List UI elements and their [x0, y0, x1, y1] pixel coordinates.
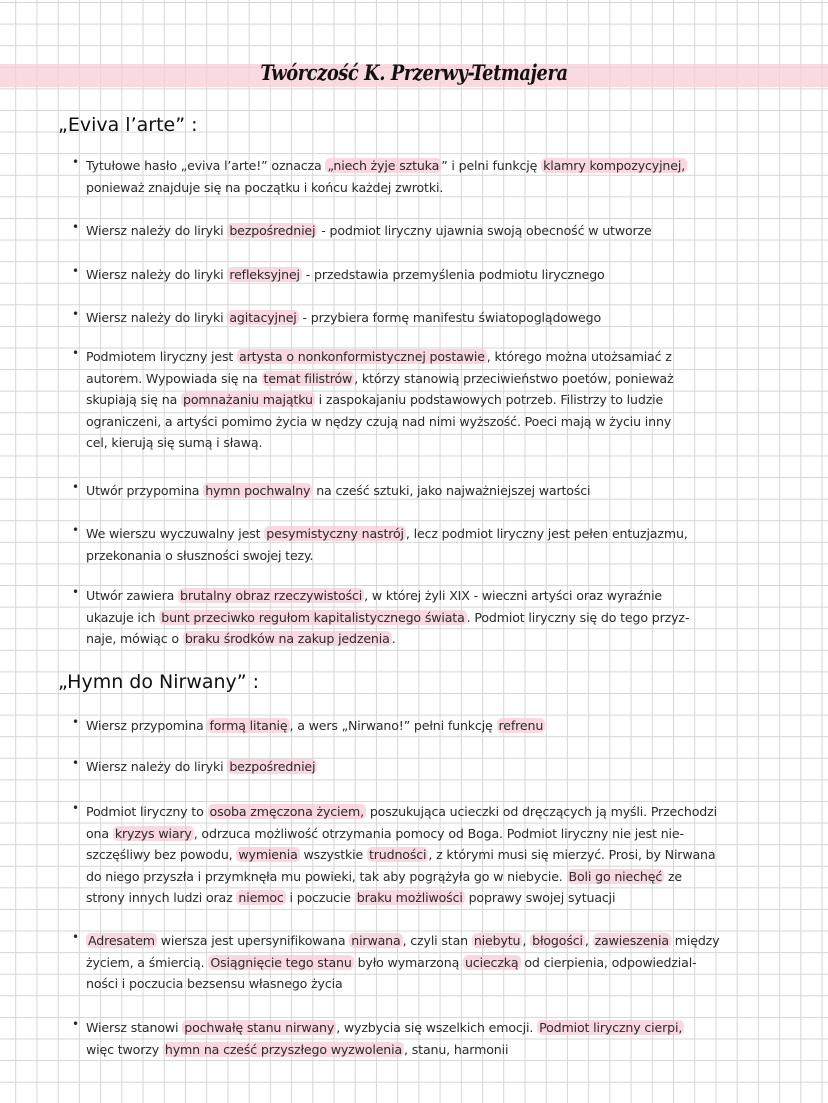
- text-segment: życiem, a śmiercią.: [86, 954, 209, 970]
- highlighted-text: trudności: [368, 847, 427, 863]
- text-segment: Wiersz należy do liryki: [86, 223, 228, 238]
- highlighted-text: pochwałę stanu nirwany: [184, 1020, 335, 1035]
- bullet-icon: •: [72, 801, 79, 815]
- highlighted-text: „niech żyje sztuka: [327, 158, 440, 173]
- bullet-icon: •: [72, 1017, 79, 1031]
- text-segment: ona: [86, 825, 113, 841]
- bullet-icon: •: [72, 585, 79, 599]
- bullet-item: [72, 264, 605, 286]
- text-segment: . Podmiot liryczny się do tego przyz-: [466, 609, 690, 625]
- text-segment: , w której żyli XIX - wieczni artyści oraz wyraźnie: [364, 588, 663, 603]
- text-segment: Wiersz należy do liryki: [86, 310, 228, 325]
- text-segment: Utwór zawiera: [86, 588, 179, 603]
- text-line: [86, 823, 717, 845]
- bullet-item: [72, 1017, 684, 1060]
- text-segment: i zaspokajaniu podstawowych potrzeb. Filistrzy to ludzie: [314, 392, 664, 408]
- bullet-icon: •: [72, 930, 79, 944]
- text-segment: , a wers „Nirwano!” pełni funkcję: [289, 718, 497, 733]
- highlighted-text: Podmiot liryczny cierpi,: [539, 1020, 683, 1035]
- text-segment: strony innych ludzi oraz: [86, 890, 237, 906]
- bullet-item: [72, 715, 545, 737]
- text-line: [86, 346, 673, 368]
- text-segment: , odrzuca możliwość otrzymania pomocy od Boga. Podmiot liryczny nie jest nie-: [193, 825, 684, 841]
- highlighted-text: refrenu: [498, 718, 544, 733]
- text-segment: , stanu, harmonii: [404, 1041, 509, 1057]
- text-segment: Wiersz należy do liryki: [86, 267, 228, 282]
- text-line: [86, 432, 673, 454]
- bullet-item: [72, 801, 717, 909]
- text-line: [86, 973, 719, 995]
- highlighted-text: braku środków na zakup jedzenia: [184, 631, 390, 647]
- text-line: [86, 480, 590, 502]
- text-segment: ności i poczucia bezsensu własnego życia: [86, 976, 343, 992]
- bullet-icon: •: [72, 220, 79, 234]
- text-line: [86, 930, 719, 952]
- bullet-icon: •: [72, 155, 79, 169]
- text-line: [86, 844, 717, 866]
- bullet-icon: •: [72, 307, 79, 321]
- bullet-item: [72, 930, 719, 995]
- bullet-item: [72, 346, 673, 454]
- highlighted-text: wymienia: [238, 847, 298, 863]
- highlighted-text: hymn pochwalny: [205, 483, 311, 498]
- text-segment: ze: [664, 868, 683, 884]
- text-segment: - przedstawia przemyślenia podmiotu lirycznego: [301, 267, 605, 282]
- highlighted-text: pesymistyczny nastrój: [266, 526, 404, 541]
- highlighted-text: Osiągnięcie tego stanu: [210, 954, 352, 970]
- text-segment: od cierpienia, odpowiedzial-: [520, 954, 697, 970]
- text-segment: Podmiotem liryczny jest: [86, 349, 238, 364]
- text-segment: przekonania o słuszności swojej tezy.: [86, 547, 314, 563]
- text-segment: więc tworzy: [86, 1041, 163, 1057]
- highlighted-text: zawieszenia: [594, 933, 669, 948]
- text-line: [86, 607, 689, 629]
- text-line: [86, 368, 673, 390]
- text-segment: między: [670, 933, 720, 948]
- text-line: [86, 411, 673, 433]
- highlighted-text: niemoc: [238, 890, 284, 906]
- text-line: [86, 389, 673, 411]
- highlighted-text: bezpośredniej: [229, 759, 316, 774]
- text-segment: do niego przyszła i przymknęła mu powieki, tak aby pogrążyła go w niebycie.: [86, 868, 567, 884]
- highlighted-text: pomnażaniu majątku: [183, 392, 313, 408]
- text-segment: ograniczeni, a artyści pomimo życia w nędzy czują nad nimi wyższość. Poeci mają w życiu inny: [86, 413, 672, 429]
- text-segment: było wymarzoną: [353, 954, 463, 970]
- highlighted-text: temat filistrów: [263, 370, 353, 386]
- text-segment: skupiają się na: [86, 392, 181, 408]
- text-segment: Wiersz przypomina: [86, 718, 208, 733]
- highlighted-text: Adresatem: [88, 933, 155, 948]
- text-segment: poprawy swojej sytuacji: [464, 890, 616, 906]
- bullet-icon: •: [72, 756, 79, 770]
- text-segment: , z którymi musi się mierzyć. Prosi, by Nirwana: [428, 847, 716, 863]
- text-line: [86, 177, 687, 199]
- bullet-item: [72, 307, 601, 329]
- text-segment: Wiersz stanowi: [86, 1020, 183, 1035]
- text-line: [86, 220, 652, 242]
- text-segment: - przybiera formę manifestu światopoglądowego: [298, 310, 602, 325]
- page-title: Twórczość K. Przerwy-Tetmajera: [260, 60, 568, 85]
- highlighted-text: klamry kompozycyjnej,: [543, 158, 686, 173]
- text-segment: Podmiot liryczny to: [86, 804, 208, 819]
- highlighted-text: brutalny obraz rzeczywistości: [180, 588, 363, 603]
- text-segment: naje, mówiąc o: [86, 631, 183, 647]
- text-line: [86, 585, 689, 607]
- text-segment: wiersza jest upersynifikowana: [156, 933, 350, 948]
- highlighted-text: nirwana: [351, 933, 401, 948]
- bullet-item: [72, 220, 652, 242]
- highlighted-text: kryzys wiary: [114, 825, 192, 841]
- highlighted-text: formą litanię: [209, 718, 288, 733]
- text-segment: ,: [584, 933, 593, 948]
- text-segment: ponieważ znajduje się na początku i końcu każdej zwrotki.: [86, 179, 444, 195]
- highlighted-text: braku możliwości: [356, 890, 463, 906]
- highlighted-text: refleksyjnej: [229, 267, 300, 282]
- bullet-item: [72, 756, 317, 778]
- text-segment: szczęśliwy bez powodu,: [86, 847, 237, 863]
- bullet-icon: •: [72, 523, 79, 537]
- highlighted-text: hymn na cześć przyszłego wyzwolenia: [164, 1041, 403, 1057]
- text-line: [86, 866, 717, 888]
- bullet-icon: •: [72, 264, 79, 278]
- highlighted-text: agitacyjnej: [229, 310, 297, 325]
- text-segment: autorem. Wypowiada się na: [86, 370, 262, 386]
- section-heading: „Hymn do Nirwany” :: [58, 671, 260, 693]
- text-line: [86, 628, 689, 650]
- highlighted-text: bunt przeciwko regułom kapitalistycznego świata: [161, 609, 465, 625]
- text-line: [86, 952, 719, 974]
- text-line: [86, 264, 605, 286]
- text-segment: Wiersz należy do liryki: [86, 759, 228, 774]
- highlighted-text: ucieczką: [465, 954, 519, 970]
- text-segment: - podmiot liryczny ujawnia swoją obecność w utworze: [317, 223, 652, 238]
- bullet-item: [72, 155, 687, 198]
- highlighted-text: Boli go niechęć: [568, 868, 663, 884]
- text-line: [86, 756, 317, 778]
- bullet-item: [72, 480, 590, 502]
- text-segment: cel, kierują się sumą i sławą.: [86, 435, 263, 451]
- text-segment: Utwór przypomina: [86, 483, 204, 498]
- text-segment: ukazuje ich: [86, 609, 160, 625]
- bullet-item: [72, 585, 689, 650]
- text-line: [86, 1017, 684, 1039]
- text-segment: ” i pelni funkcję: [441, 158, 542, 173]
- text-segment: poszukująca ucieczki od dręczących ją myśli. Przechodzi: [365, 804, 717, 819]
- bullet-icon: •: [72, 346, 79, 360]
- text-segment: , czyli stan: [402, 933, 472, 948]
- text-segment: ,: [522, 933, 531, 948]
- text-segment: , wyzbycia się wszelkich emocji.: [336, 1020, 538, 1035]
- bullet-icon: •: [72, 715, 79, 729]
- text-segment: na cześć sztuki, jako najważniejszej wartości: [312, 483, 591, 498]
- bullet-item: [72, 523, 688, 566]
- text-line: [86, 1039, 684, 1061]
- text-line: [86, 523, 688, 545]
- text-segment: Tytułowe hasło „eviva l’arte!” oznacza: [86, 158, 326, 173]
- bullet-icon: •: [72, 480, 79, 494]
- section-heading: „Eviva l’arte” :: [58, 114, 198, 136]
- text-segment: .: [391, 631, 396, 647]
- text-segment: , którzy stanowią przeciwieństwo poetów, ponieważ: [354, 370, 674, 386]
- text-line: [86, 155, 687, 177]
- text-line: [86, 307, 601, 329]
- highlighted-text: artysta o nonkonformistycznej postawie: [239, 349, 485, 364]
- text-line: [86, 715, 545, 737]
- text-segment: , lecz podmiot liryczny jest pełen entuzjazmu,: [405, 526, 688, 541]
- text-segment: i poczucie: [285, 890, 355, 906]
- highlighted-text: błogości: [532, 933, 583, 948]
- text-segment: We wierszu wyczuwalny jest: [86, 526, 265, 541]
- highlighted-text: bezpośredniej: [229, 223, 316, 238]
- text-segment: , którego można utożsamiać z: [486, 349, 672, 364]
- highlighted-text: niebytu: [473, 933, 521, 948]
- highlighted-text: osoba zmęczona życiem,: [209, 804, 364, 819]
- text-segment: wszystkie: [299, 847, 367, 863]
- text-line: [86, 801, 717, 823]
- text-line: [86, 887, 717, 909]
- text-line: [86, 545, 688, 567]
